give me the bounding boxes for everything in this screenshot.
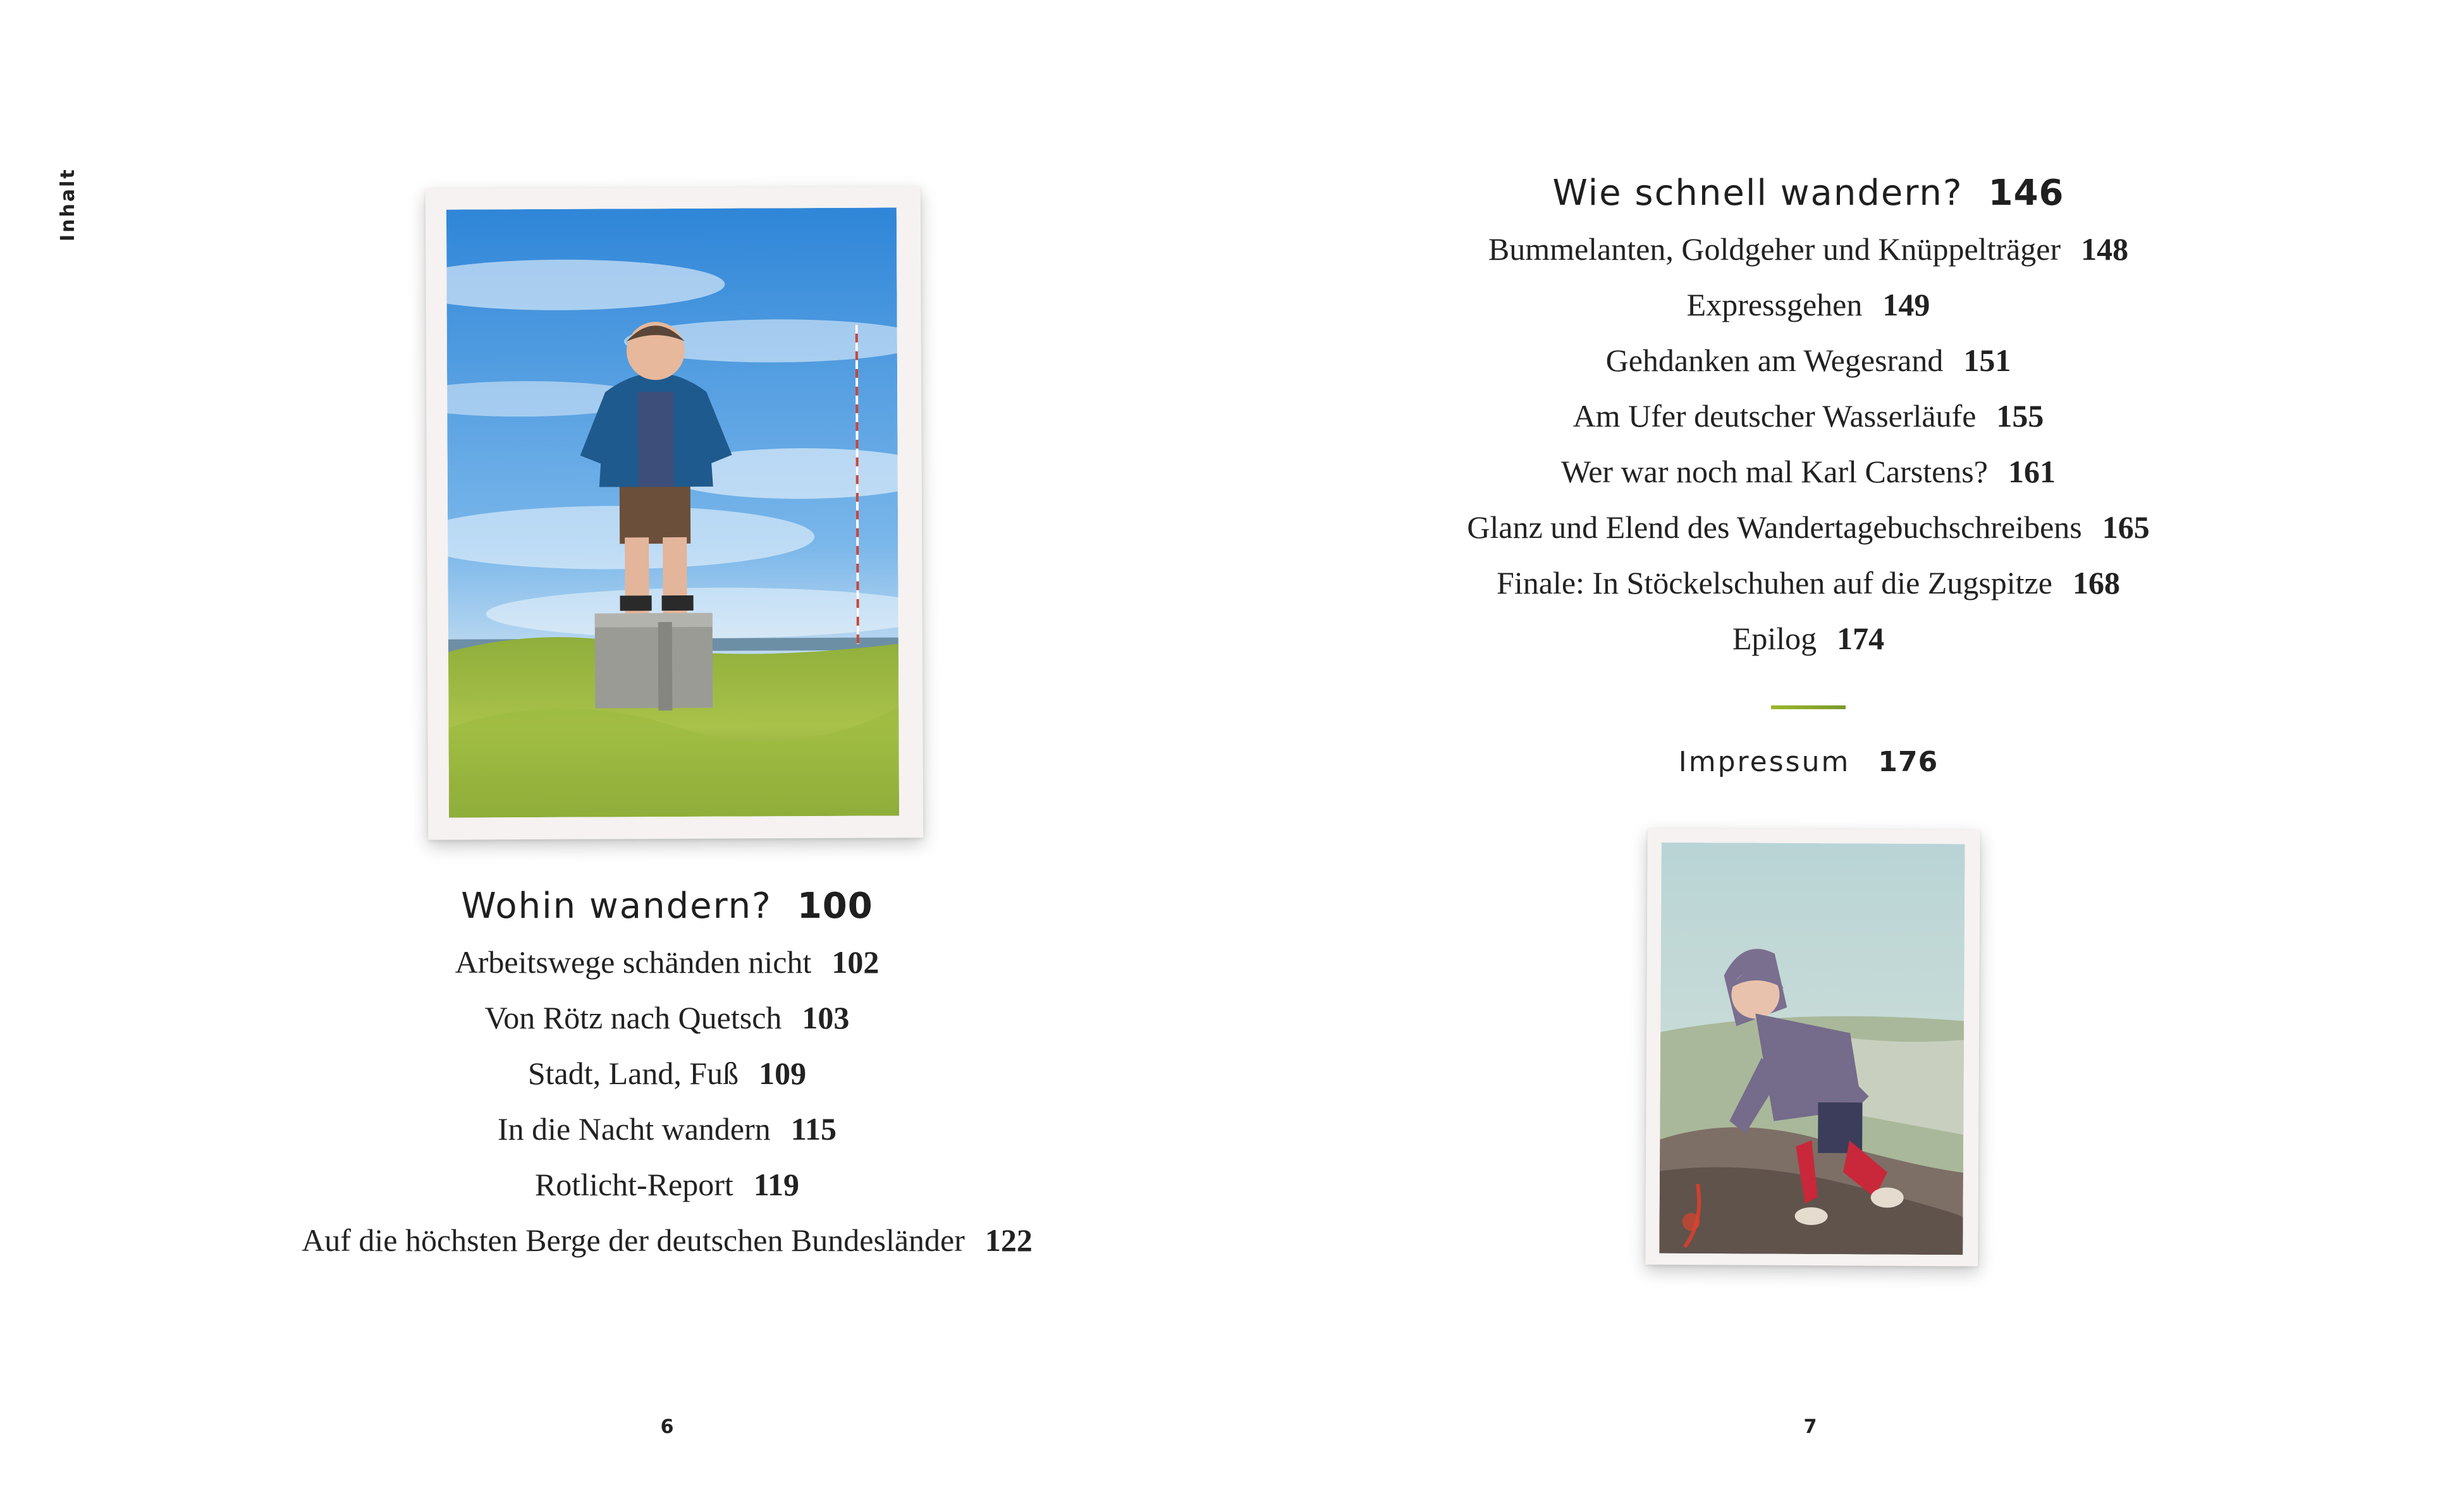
entry-page: 148 bbox=[2081, 231, 2129, 267]
entry-title: Wer war noch mal Karl Carstens? bbox=[1561, 454, 1988, 489]
section-heading[interactable] bbox=[209, 879, 1125, 934]
entry-page: 119 bbox=[753, 1167, 800, 1202]
entry-page: 102 bbox=[831, 944, 880, 980]
toc-entry[interactable] bbox=[209, 934, 1125, 990]
section-title: Wie schnell wandern? bbox=[1552, 173, 1963, 214]
child-illustration bbox=[1659, 843, 1964, 1255]
entry-title: Stadt, Land, Fuß bbox=[527, 1056, 739, 1091]
toc-entry[interactable] bbox=[209, 1101, 1125, 1157]
entry-page: 165 bbox=[2102, 509, 2150, 545]
entry-title: In die Nacht wandern bbox=[497, 1111, 771, 1147]
section-divider bbox=[1771, 705, 1846, 709]
entry-page: 115 bbox=[790, 1111, 837, 1147]
section-page: 100 bbox=[797, 886, 873, 927]
entry-page: 161 bbox=[2007, 454, 2056, 489]
entry-page: 149 bbox=[1882, 287, 1930, 322]
toc-entry[interactable] bbox=[1366, 611, 2251, 666]
toc-entry[interactable] bbox=[209, 1157, 1125, 1212]
section-heading[interactable] bbox=[1366, 166, 2251, 221]
entry-title: Am Ufer deutscher Wasserläufe bbox=[1572, 398, 1977, 434]
entry-title: Arbeitswege schänden nicht bbox=[455, 944, 812, 980]
entry-title: Gehdanken am Wegesrand bbox=[1605, 343, 1944, 378]
entry-title: Rotlicht-Report bbox=[534, 1167, 733, 1202]
toc-entry[interactable] bbox=[209, 990, 1125, 1045]
toc-entry[interactable] bbox=[209, 1212, 1125, 1268]
entry-page: 109 bbox=[759, 1056, 807, 1091]
entry-title: Auf die höchsten Berge der deutschen Bundesländer bbox=[302, 1222, 965, 1258]
side-label bbox=[52, 164, 90, 253]
entry-title: Epilog bbox=[1732, 621, 1817, 656]
photo-hiker bbox=[426, 186, 923, 839]
photo-hiker-image bbox=[446, 207, 899, 817]
section-page: 146 bbox=[1988, 173, 2064, 214]
page-number-right: 7 bbox=[1803, 1416, 1817, 1438]
impressum-entry[interactable] bbox=[1366, 737, 2251, 788]
toc-left bbox=[209, 879, 1125, 1268]
toc-entry[interactable] bbox=[209, 1045, 1125, 1101]
section-title: Wohin wandern? bbox=[461, 886, 772, 927]
toc-entry[interactable] bbox=[1366, 499, 2251, 555]
toc-entry[interactable] bbox=[1366, 555, 2251, 611]
entry-page: 155 bbox=[1996, 398, 2044, 434]
entry-title: Expressgehen bbox=[1686, 287, 1863, 322]
toc-entry[interactable] bbox=[1366, 444, 2251, 499]
toc-entry[interactable] bbox=[1366, 221, 2251, 277]
toc-right bbox=[1366, 166, 2251, 788]
entry-page: 168 bbox=[2072, 565, 2120, 600]
entry-title: Finale: In Stöckelschuhen auf die Zugspitze bbox=[1497, 565, 2052, 600]
entry-title: Bummelanten, Goldgeher und Knüppelträger bbox=[1488, 231, 2061, 267]
photo-child bbox=[1645, 829, 1980, 1267]
impressum-title: Impressum bbox=[1678, 746, 1851, 778]
entry-page: 151 bbox=[1963, 343, 2011, 378]
side-label-text: Inhalt bbox=[57, 168, 79, 241]
photo-child-image bbox=[1659, 843, 1964, 1255]
toc-entry[interactable] bbox=[1366, 388, 2251, 444]
impressum-page: 176 bbox=[1878, 746, 1939, 778]
toc-entry[interactable] bbox=[1366, 277, 2251, 332]
toc-entry[interactable] bbox=[1366, 332, 2251, 388]
entry-title: Von Rötz nach Quetsch bbox=[484, 1000, 782, 1035]
entry-page: 122 bbox=[984, 1222, 1033, 1258]
entry-title: Glanz und Elend des Wandertagebuchschreibens bbox=[1467, 509, 2082, 545]
entry-page: 174 bbox=[1837, 621, 1885, 656]
entry-page: 103 bbox=[802, 1000, 850, 1035]
page-number-left: 6 bbox=[660, 1416, 674, 1438]
hiker-illustration bbox=[446, 207, 899, 817]
